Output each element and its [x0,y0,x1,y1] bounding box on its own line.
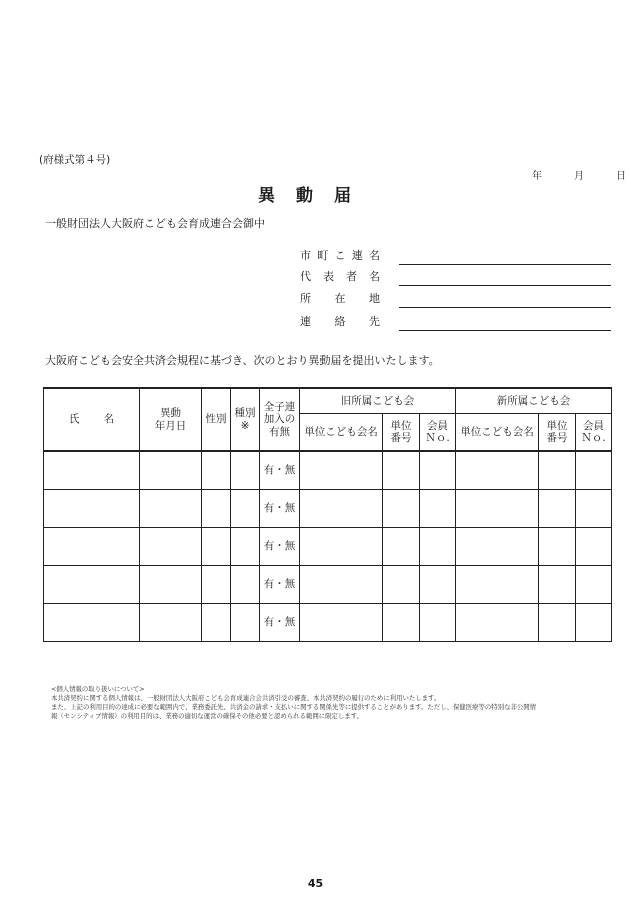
cell-new-member-number[interactable] [576,604,612,642]
header-type: 種別 ※ [231,388,260,451]
cell-old-unit-name[interactable] [300,528,383,566]
table-row [44,566,612,604]
field-input-line [399,330,611,331]
field-municipality [300,245,611,265]
field-label: 連絡先 [300,315,380,328]
header-membership: 全子連 加入の 有無 [260,388,300,451]
cell-type[interactable] [231,490,260,528]
cell-new-unit-number[interactable] [539,490,576,528]
cell-membership[interactable]: 有・無 [260,604,300,642]
cell-new-unit-name[interactable] [456,528,539,566]
cell-type[interactable] [231,451,260,490]
cell-new-unit-number[interactable] [539,528,576,566]
page-number: 45 [307,877,324,890]
field-label: 所在地 [300,292,380,305]
date-day-label: 日 [616,171,626,182]
cell-new-unit-name[interactable] [456,566,539,604]
date-year-label: 年 [532,171,542,182]
cell-change-date[interactable] [140,566,202,604]
cell-new-unit-name[interactable] [456,490,539,528]
header-new-member-number: 会員 Ｎｏ. [576,414,612,452]
header-new-unit-name: 単位こども会名 [456,414,539,452]
cell-type[interactable] [231,604,260,642]
field-input-line [399,307,611,308]
change-table [43,387,612,642]
privacy-notice [51,685,611,721]
cell-gender[interactable] [202,490,231,528]
field-label: 代表者名 [300,270,380,283]
field-input-line [399,264,611,265]
cell-name[interactable] [44,490,140,528]
cell-old-unit-number[interactable] [383,451,420,490]
declaration: 大阪府こども会安全共済会規程に基づき、次のとおり異動届を提出いたします。 [45,354,440,367]
cell-name[interactable] [44,604,140,642]
privacy-notice-line: また、上記の利用目的の達成に必要な範囲内で、業務委託先、共済金の請求・支払いに関する関係先等に提供することがあります。ただし、保健医療等の特別な非公開情 [51,703,537,711]
header-new-group: 新所属こども会 [456,388,612,414]
cell-old-unit-name[interactable] [300,566,383,604]
header-gender: 性別 [202,388,231,451]
field-label: 市町こ連名 [300,249,380,262]
cell-gender[interactable] [202,566,231,604]
date-month-label: 月 [574,171,584,182]
cell-new-member-number[interactable] [576,528,612,566]
field-address [300,288,611,308]
header-old-group: 旧所属こども会 [300,388,456,414]
table-row [44,528,612,566]
cell-old-member-number[interactable] [420,566,456,604]
field-contact [300,311,611,331]
cell-change-date[interactable] [140,528,202,566]
cell-old-member-number[interactable] [420,490,456,528]
cell-old-unit-name[interactable] [300,451,383,490]
header-old-member-number: 会員 Ｎｏ. [420,414,456,452]
cell-old-member-number[interactable] [420,451,456,490]
page-title: 異動届 [258,186,372,206]
cell-new-unit-number[interactable] [539,451,576,490]
cell-membership[interactable]: 有・無 [260,490,300,528]
addressee: 一般財団法人大阪府こども会育成連合会御中 [45,217,265,230]
form-number: (府様式第４号) [39,154,111,166]
cell-old-unit-name[interactable] [300,490,383,528]
cell-gender[interactable] [202,451,231,490]
cell-membership[interactable]: 有・無 [260,451,300,490]
header-name: 氏 名 [44,388,140,451]
cell-new-member-number[interactable] [576,566,612,604]
cell-name[interactable] [44,451,140,490]
cell-gender[interactable] [202,604,231,642]
cell-old-unit-number[interactable] [383,528,420,566]
cell-new-unit-name[interactable] [456,451,539,490]
cell-type[interactable] [231,566,260,604]
header-change-date: 異動 年月日 [140,388,202,451]
cell-new-member-number[interactable] [576,451,612,490]
cell-old-unit-number[interactable] [383,604,420,642]
cell-name[interactable] [44,528,140,566]
cell-new-unit-number[interactable] [539,604,576,642]
cell-change-date[interactable] [140,451,202,490]
cell-new-member-number[interactable] [576,490,612,528]
table-row [44,604,612,642]
cell-old-unit-number[interactable] [383,490,420,528]
cell-gender[interactable] [202,528,231,566]
cell-type[interactable] [231,528,260,566]
field-representative [300,266,611,286]
table-row [44,451,612,490]
cell-new-unit-number[interactable] [539,566,576,604]
header-new-unit-number: 単位 番号 [539,414,576,452]
cell-change-date[interactable] [140,490,202,528]
cell-membership[interactable]: 有・無 [260,528,300,566]
cell-new-unit-name[interactable] [456,604,539,642]
header-old-unit-name: 単位こども会名 [300,414,383,452]
field-input-line [399,285,611,286]
cell-old-member-number[interactable] [420,528,456,566]
privacy-notice-line: 報（センシティブ情報）の利用目的は、業務の適切な運営の確保その他必要と認められる範囲に限定します。 [51,712,363,720]
privacy-notice-line: 本共済契約に関する個人情報は、一般財団法人大阪府こども会育成連合会共済引受の審査、本共済契約の履行のために利用いたします。 [51,694,441,702]
cell-old-unit-number[interactable] [383,566,420,604]
cell-change-date[interactable] [140,604,202,642]
cell-name[interactable] [44,566,140,604]
table-row [44,490,612,528]
cell-membership[interactable]: 有・無 [260,566,300,604]
cell-old-unit-name[interactable] [300,604,383,642]
privacy-notice-heading: <個人情報の取り扱いについて> [51,685,145,693]
cell-old-member-number[interactable] [420,604,456,642]
header-old-unit-number: 単位 番号 [383,414,420,452]
date-line [532,167,626,182]
